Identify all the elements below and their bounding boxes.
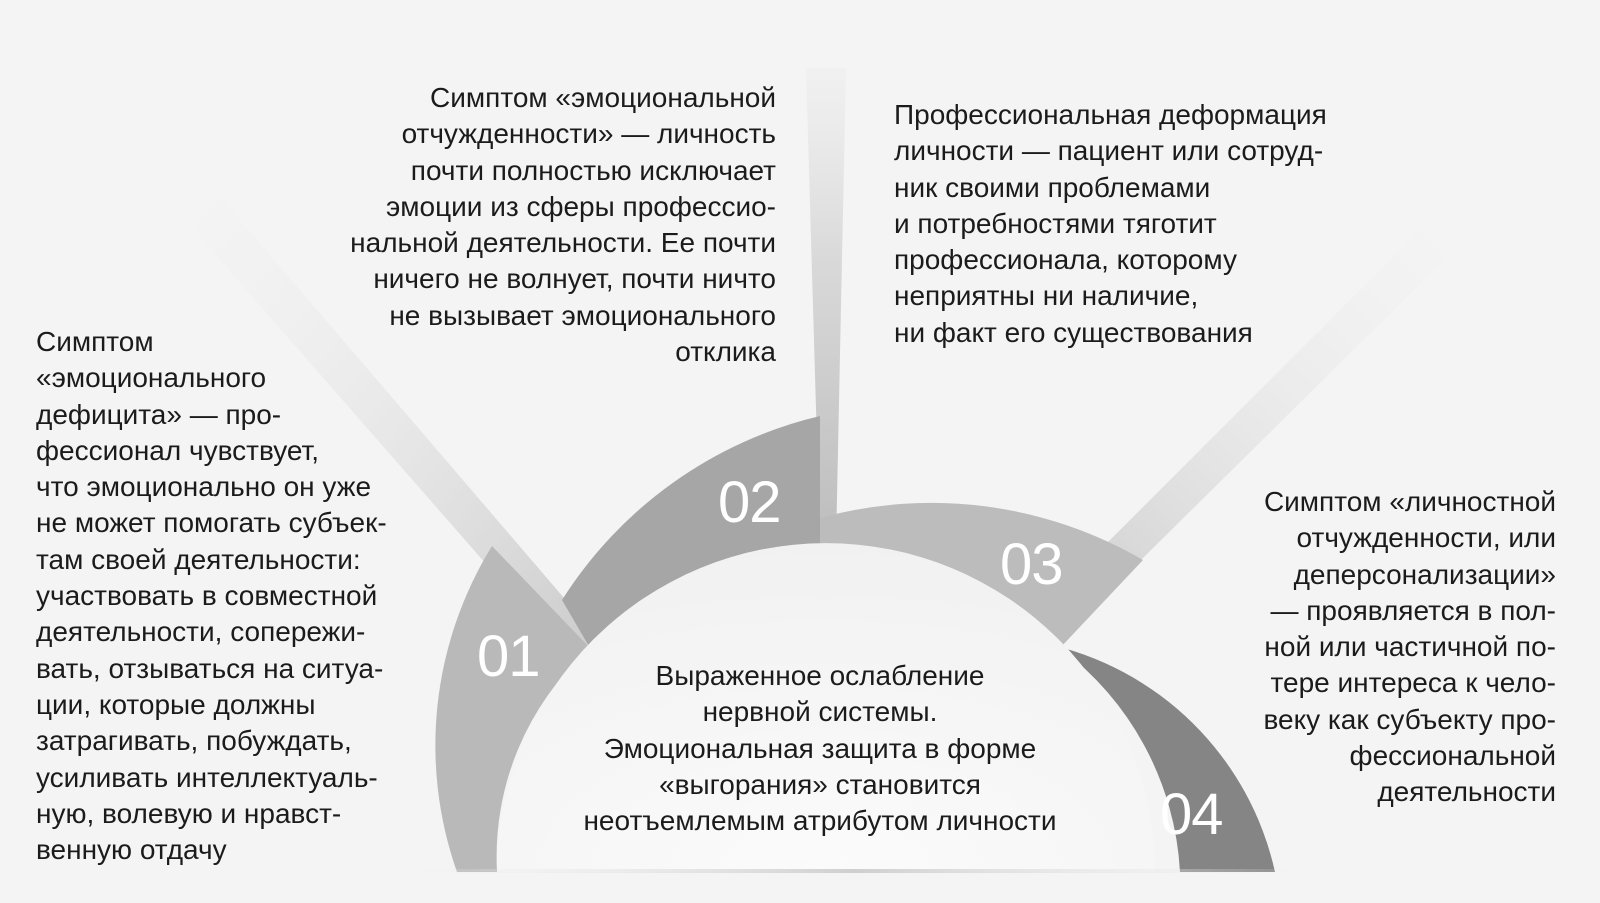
text-line: участвовать в совместной bbox=[36, 580, 378, 612]
segment-number-03: 03 bbox=[1000, 532, 1063, 597]
text-line: что эмоционально он уже bbox=[36, 471, 372, 503]
text-line: почти полностью исключает bbox=[410, 154, 776, 186]
segment-01-description bbox=[36, 324, 436, 868]
text-line: профессионала, которому bbox=[894, 244, 1237, 276]
text-line: ник своими проблемами bbox=[894, 171, 1211, 203]
segment-02-description bbox=[300, 80, 776, 370]
center-description bbox=[520, 658, 1120, 839]
text-line: деперсонализации» bbox=[1293, 558, 1556, 590]
text-line: Симптом bbox=[36, 326, 154, 357]
text-line: Эмоциональная защита в форме bbox=[603, 732, 1037, 764]
segment-number-02: 02 bbox=[718, 470, 781, 535]
text-line: тере интереса к чело- bbox=[1270, 667, 1556, 699]
text-line: венную отдачу bbox=[36, 834, 227, 866]
text-line: ничего не волнует, почти ничто bbox=[373, 263, 776, 295]
text-line: ни факт его существования bbox=[894, 316, 1253, 348]
text-line: не вызывает эмоционального bbox=[389, 299, 776, 331]
text-line: личности — пациент или сотруд- bbox=[894, 135, 1324, 167]
segment-04-description bbox=[1180, 484, 1556, 811]
text-line: «эмоционального bbox=[36, 362, 267, 394]
text-line: деятельности, сопережи- bbox=[36, 616, 366, 648]
text-line: веку как субъекту про- bbox=[1263, 703, 1556, 735]
text-line: фессиональной bbox=[1349, 740, 1556, 772]
segment-number-01: 01 bbox=[477, 624, 540, 689]
text-line: Симптом «эмоциональной bbox=[430, 82, 776, 113]
text-line: затрагивать, побуждать, bbox=[36, 725, 352, 757]
text-line: отчужденности» — личность bbox=[401, 118, 776, 150]
text-line: там своей деятельности: bbox=[36, 543, 361, 575]
text-line: усиливать интеллектуаль- bbox=[36, 761, 378, 793]
text-line: эмоции из сферы профессио- bbox=[385, 190, 776, 222]
text-line: не может помогать субъек- bbox=[36, 507, 387, 539]
text-line: ную, волевую и нравст- bbox=[36, 797, 342, 829]
text-line: нервной системы. bbox=[702, 696, 938, 728]
text-line: и потребностями тяготит bbox=[894, 207, 1217, 239]
text-line: отчужденности, или bbox=[1296, 522, 1556, 554]
text-line: фессионал чувствует, bbox=[36, 434, 320, 466]
text-line: ции, которые должны bbox=[36, 688, 316, 720]
text-line: — проявляется в пол- bbox=[1270, 594, 1556, 626]
text-line: неотъемлемым атрибутом личности bbox=[583, 805, 1057, 837]
text-line: вать, отзываться на ситуа- bbox=[36, 652, 384, 684]
text-line: «выгорания» становится bbox=[659, 768, 981, 800]
text-line: отклика bbox=[675, 336, 776, 368]
segment-number-04: 04 bbox=[1160, 782, 1223, 847]
text-line: неприятны ни наличие, bbox=[894, 280, 1199, 312]
text-line: деятельности bbox=[1377, 776, 1556, 808]
text-line: ной или частичной по- bbox=[1264, 631, 1556, 663]
base-line bbox=[360, 869, 1350, 873]
text-line: нальной деятельности. Ее почти bbox=[350, 227, 776, 259]
text-line: Профессиональная деформация bbox=[894, 99, 1327, 130]
text-line: Симптом «личностной bbox=[1263, 486, 1556, 517]
text-line: Выраженное ослабление bbox=[655, 660, 985, 691]
segment-03-description bbox=[894, 97, 1414, 351]
text-line: дефицита» — про- bbox=[36, 398, 282, 430]
